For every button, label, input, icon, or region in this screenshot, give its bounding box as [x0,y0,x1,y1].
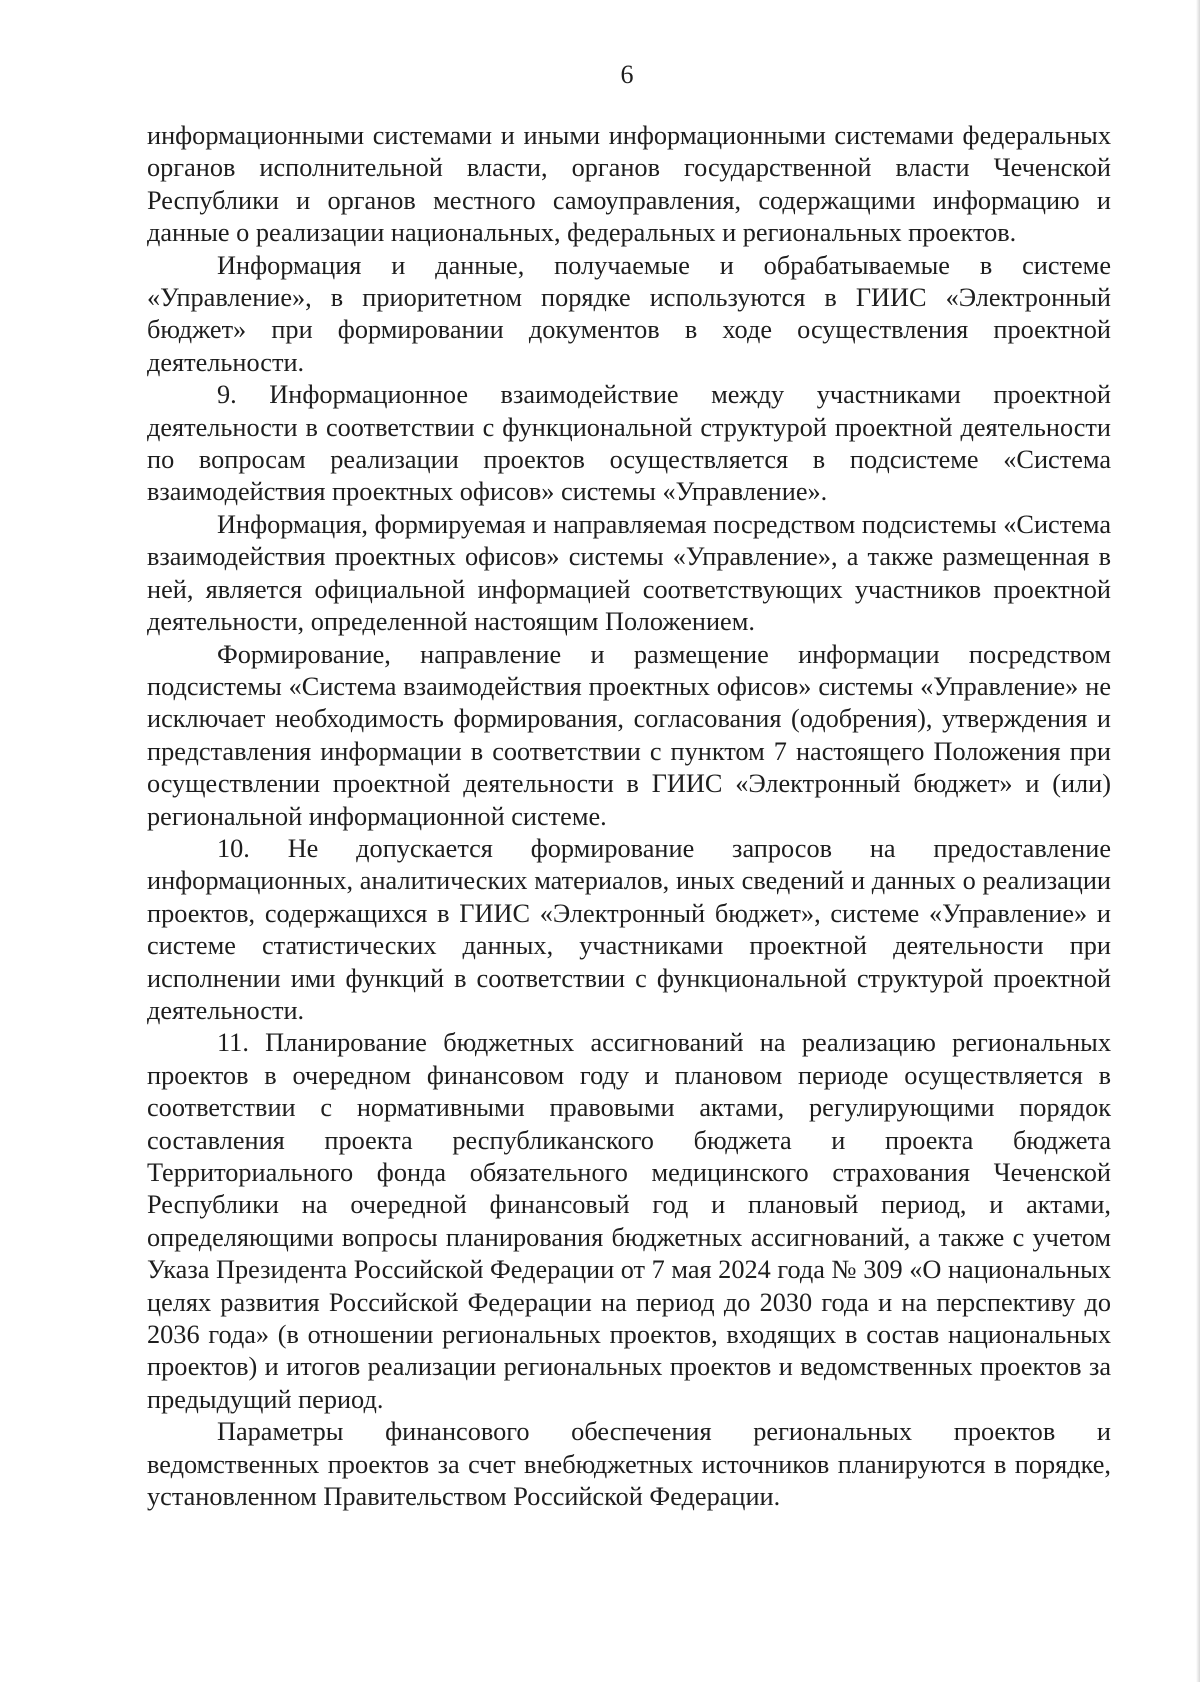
page-number: 6 [620,60,634,89]
paragraph-item-10: 10. Не допускается формирование запросов на предоставление информационных, аналитических материалов, иных сведений и данных о реализации проектов, содержащихся в ГИИС «Электронный бюджет», системе «Управление» и системе статистических данных, участниками проектной деятельности при исполнении ими функций в соответствии с функциональной структурой проектной деятельности. [147,833,1111,1025]
document-body [147,120,1111,1513]
paragraph-continuation: информационными системами и иными информационными системами федеральных органов исполнительной власти, органов государственной власти Чеченской Республики и органов местного самоуправления, содержащими информацию и данные о реализации национальных, федеральных и региональных проектов. [147,121,1111,248]
scan-edge-shadow [1196,0,1200,1682]
paragraph-params: Параметры финансового обеспечения региональных проектов и ведомственных проектов за счет внебюджетных источников планируются в порядке, установленном Правительством Российской Федерации. [147,1417,1111,1512]
paragraph-item-11: 11. Планирование бюджетных ассигнований на реализацию региональных проектов в очередном финансовом году и плановом периоде осуществляется в соответствии с нормативными правовыми актами, регулирующими порядок составления проекта республиканского бюджета и проекта бюджета Территориального фонда обязательного медицинского страхования Чеченской Республики на очередной финансовый год и плановый период, и актами, определяющими вопросы планирования бюджетных ассигнований, а также с учетом Указа Президента Российской Федерации от 7 мая 2024 года № 309 «О национальных целях развития Российской Федерации на период до 2030 года и на перспективу до 2036 года» (в отношении региональных проектов, входящих в состав национальных проектов) и итогов реализации региональных проектов и ведомственных проектов за предыдущий период. [147,1028,1111,1414]
paragraph-forming: Формирование, направление и размещение информации посредством подсистемы «Система взаимодействия проектных офисов» системы «Управление» не исключает необходимость формирования, согласования (одобрения), утверждения и представления информации в соответствии с пунктом 7 настоящего Положения при осуществлении проектной деятельности в ГИИС «Электронный бюджет» и (или) региональной информационной системе. [147,639,1111,831]
paragraph-info-data: Информация и данные, получаемые и обрабатываемые в системе «Управление», в приоритетном порядке используются в ГИИС «Электронный бюджет» при формировании документов в ходе осуществления проектной деятельности. [147,250,1111,377]
paragraph-item-9: 9. Информационное взаимодействие между участниками проектной деятельности в соответствии с функциональной структурой проектной деятельности по вопросам реализации проектов осуществляется в подсистеме «Система взаимодействия проектных офисов» системы «Управление». [147,380,1111,507]
paragraph-info-formed: Информация, формируемая и направляемая посредством подсистемы «Система взаимодействия проектных офисов» системы «Управление», а также размещенная в ней, является официальной информацией соответствующих участников проектной деятельности, определенной настоящим Положением. [147,509,1111,637]
